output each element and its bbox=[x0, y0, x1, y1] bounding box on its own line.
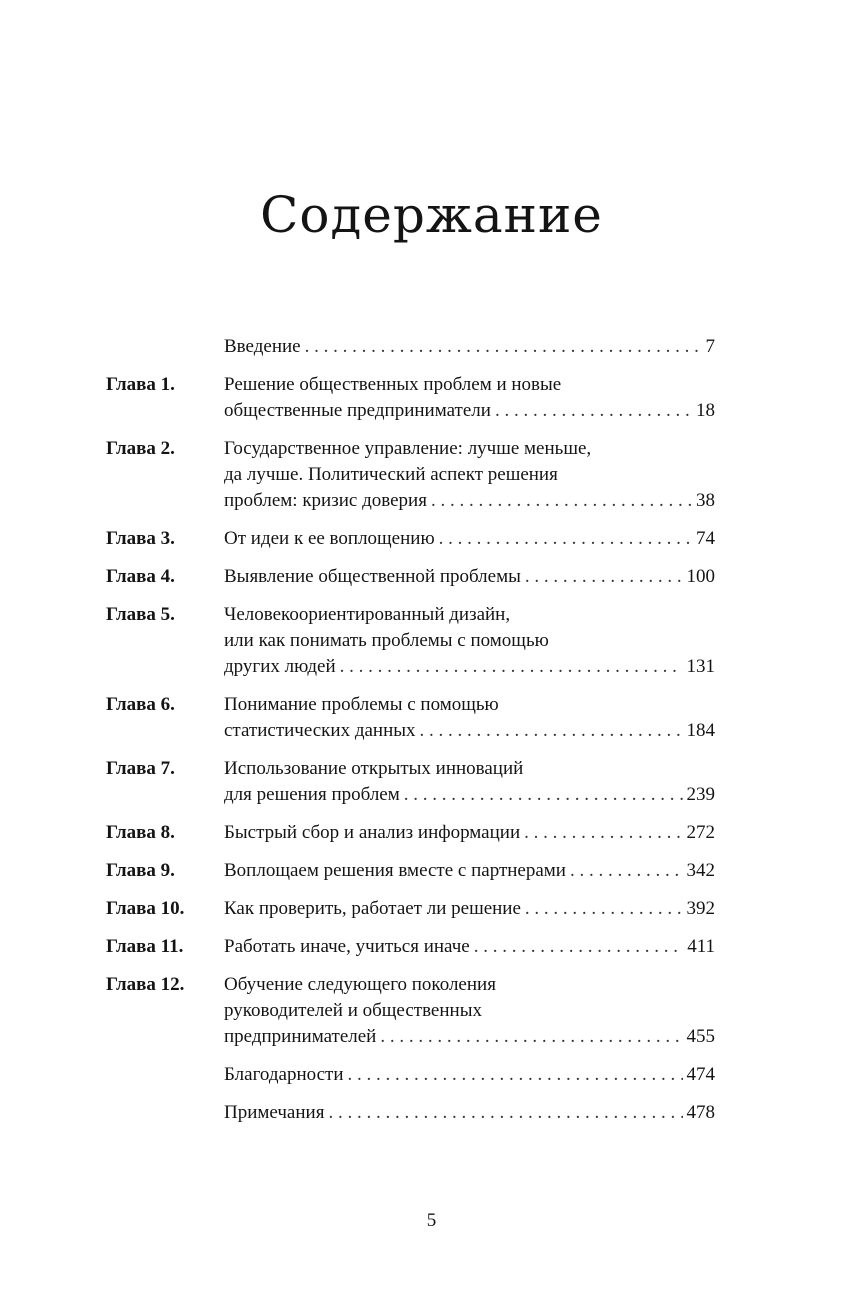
toc-entry-last-line bbox=[224, 566, 715, 588]
toc-chapter-label: Глава 12. bbox=[106, 974, 185, 995]
dot-leader bbox=[305, 336, 702, 358]
toc-entry-last-line bbox=[224, 400, 715, 422]
toc-entry-last-line bbox=[224, 1064, 715, 1086]
toc-chapter-label: Глава 8. bbox=[106, 822, 175, 843]
toc-chapter-label: Глава 11. bbox=[106, 936, 184, 957]
toc-entry-last-line bbox=[224, 720, 715, 742]
toc-entry-title: Работать иначе, учиться иначе bbox=[224, 936, 470, 957]
toc-entry-title: Как проверить, работает ли решение bbox=[224, 898, 521, 919]
dot-leader bbox=[348, 1064, 683, 1086]
toc-page-number: 478 bbox=[686, 1102, 715, 1123]
toc-entry-last-line bbox=[224, 860, 715, 882]
toc-entry-title: Выявление общественной проблемы bbox=[224, 566, 521, 587]
toc-entry-line: Государственное управление: лучше меньше, bbox=[224, 438, 592, 459]
toc-entry-last-line bbox=[224, 1102, 715, 1124]
dot-leader bbox=[431, 490, 692, 512]
dot-leader bbox=[420, 720, 683, 742]
toc-page-number: 38 bbox=[696, 490, 715, 511]
dot-leader bbox=[524, 822, 682, 844]
dot-leader bbox=[495, 400, 692, 422]
toc-entry-line: да лучше. Политический аспект решения bbox=[224, 464, 558, 485]
toc-page-number: 18 bbox=[696, 400, 715, 421]
page-title: Содержание bbox=[260, 185, 603, 244]
toc-chapter-label: Глава 1. bbox=[106, 374, 175, 395]
toc-entry-line: Использование открытых инноваций bbox=[224, 758, 524, 779]
toc-entry-title: общественные предприниматели bbox=[224, 400, 491, 421]
toc-chapter-label: Глава 4. bbox=[106, 566, 175, 587]
toc-entry-last-line bbox=[224, 784, 715, 806]
toc-entry-line: Обучение следующего поколения bbox=[224, 974, 496, 995]
dot-leader bbox=[380, 1026, 682, 1048]
toc-entry-title: Воплощаем решения вместе с партнерами bbox=[224, 860, 566, 881]
toc-entry-last-line bbox=[224, 528, 715, 550]
toc-chapter-label: Глава 9. bbox=[106, 860, 175, 881]
toc-page-number: 474 bbox=[686, 1064, 715, 1085]
toc-entry-title: проблем: кризис доверия bbox=[224, 490, 427, 511]
dot-leader bbox=[474, 936, 683, 958]
toc-entry-line: Человекоориентированный дизайн, bbox=[224, 604, 511, 625]
dot-leader bbox=[525, 566, 683, 588]
toc-entry-last-line bbox=[224, 336, 715, 358]
toc-chapter-label: Глава 6. bbox=[106, 694, 175, 715]
dot-leader bbox=[404, 784, 683, 806]
toc-page-number: 411 bbox=[687, 936, 715, 957]
dot-leader bbox=[439, 528, 692, 550]
dot-leader bbox=[525, 898, 683, 920]
toc-page-number: 184 bbox=[686, 720, 715, 741]
toc-page-number: 7 bbox=[705, 336, 715, 357]
toc-chapter-label: Глава 7. bbox=[106, 758, 175, 779]
toc-entry-last-line bbox=[224, 656, 715, 678]
toc-entry-last-line bbox=[224, 936, 715, 958]
toc-entry-last-line bbox=[224, 822, 715, 844]
toc-entry-line: Решение общественных проблем и новые bbox=[224, 374, 562, 395]
toc-entry-title: Примечания bbox=[224, 1102, 325, 1123]
toc-chapter-label: Глава 3. bbox=[106, 528, 175, 549]
toc-entry-last-line bbox=[224, 898, 715, 920]
toc-entry-line: руководителей и общественных bbox=[224, 1000, 482, 1021]
toc-entry-title: Быстрый сбор и анализ информации bbox=[224, 822, 521, 843]
toc-entry-title: для решения проблем bbox=[224, 784, 400, 805]
toc-chapter-label: Глава 2. bbox=[106, 438, 175, 459]
toc-page-number: 392 bbox=[686, 898, 715, 919]
toc-entry-title: Введение bbox=[224, 336, 301, 357]
toc-entry-title: Благодарности bbox=[224, 1064, 344, 1085]
toc-entry-title: других людей bbox=[224, 656, 336, 677]
toc-entry-last-line bbox=[224, 1026, 715, 1048]
dot-leader bbox=[328, 1102, 682, 1124]
toc-page-number: 455 bbox=[686, 1026, 715, 1047]
toc-entry-line: или как понимать проблемы с помощью bbox=[224, 630, 549, 651]
page-number: 5 bbox=[426, 1210, 437, 1231]
toc-entry-title: предпринимателей bbox=[224, 1026, 377, 1047]
toc-entry-title: статистических данных bbox=[224, 720, 416, 741]
toc-entry-line: Понимание проблемы с помощью bbox=[224, 694, 499, 715]
toc-page-number: 100 bbox=[686, 566, 715, 587]
toc-page-number: 272 bbox=[686, 822, 715, 843]
dot-leader bbox=[340, 656, 683, 678]
toc-chapter-label: Глава 5. bbox=[106, 604, 175, 625]
toc-entry-title: От идеи к ее воплощению bbox=[224, 528, 435, 549]
toc-page-number: 239 bbox=[686, 784, 715, 805]
toc-entry-last-line bbox=[224, 490, 715, 512]
toc-page-number: 131 bbox=[686, 656, 715, 677]
toc-chapter-label: Глава 10. bbox=[106, 898, 185, 919]
toc-page-number: 342 bbox=[686, 860, 715, 881]
dot-leader bbox=[570, 860, 683, 882]
toc-page-number: 74 bbox=[696, 528, 715, 549]
